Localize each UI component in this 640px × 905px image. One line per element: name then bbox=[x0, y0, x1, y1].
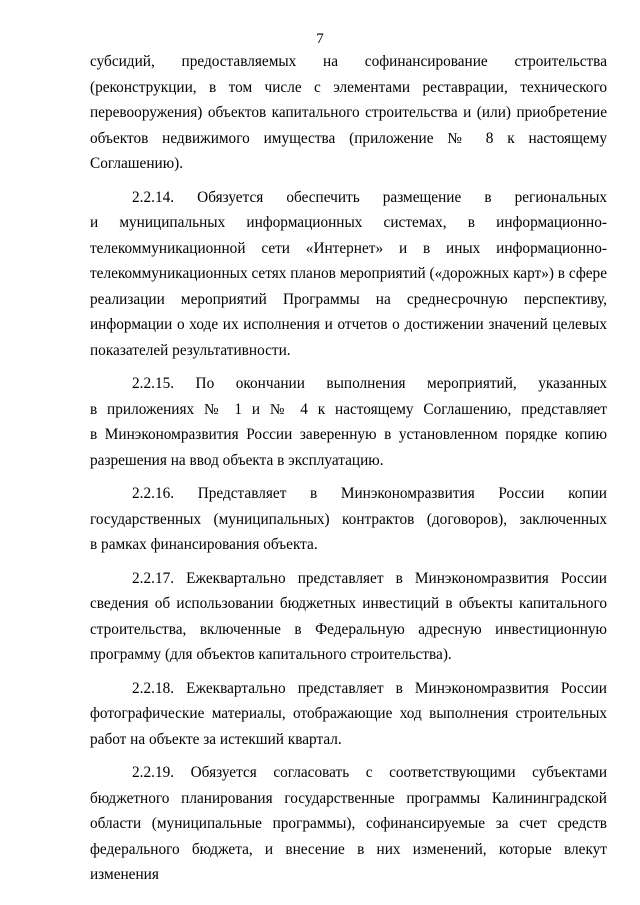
text-line: 2.2.15. По окончании выполнения мероприятий, указанных bbox=[132, 375, 607, 392]
text-line: 2.2.19. Обязуется согласовать с соответствующими субъектами bbox=[132, 764, 607, 781]
text-line: бюджетного планирования государственные программы Калининградской bbox=[90, 789, 607, 807]
text-line: Соглашению). bbox=[90, 155, 184, 172]
document-body bbox=[90, 49, 607, 888]
text-line: программу (для объектов капитального строительства). bbox=[90, 646, 452, 663]
text-line: информации о ходе их исполнения и отчетов о достижении значений целевых bbox=[90, 316, 607, 333]
text-line: субсидий, предоставляемых на софинансирование строительства bbox=[90, 53, 607, 70]
text-line: и муниципальных информационных системах, в информационно- bbox=[90, 214, 607, 231]
text-line: реализации мероприятий Программы на среднесрочную перспективу, bbox=[90, 290, 607, 308]
text-line: (реконструкции, в том числе с элементами реставрации, технического bbox=[90, 78, 607, 96]
text-line: объектов недвижимого имущества (приложение № 8 к настоящему bbox=[90, 129, 607, 147]
text-line: федерального бюджета, и внесение в них изменений, которые влекут изменения bbox=[90, 840, 607, 883]
paragraph-2-2-19 bbox=[90, 760, 607, 888]
paragraph-2-2-14 bbox=[90, 185, 607, 364]
paragraph-2-2-15 bbox=[90, 371, 607, 473]
paragraph-2-2-18 bbox=[90, 676, 607, 753]
page-number: 7 bbox=[316, 31, 324, 47]
text-line: в рамках финансирования объекта. bbox=[90, 536, 318, 553]
text-line: телекоммуникационной сети «Интернет» и в иных информационно- bbox=[90, 239, 607, 257]
text-line: фотографические материалы, отображающие ход выполнения строительных bbox=[90, 705, 607, 722]
paragraph-2-2-16 bbox=[90, 481, 607, 558]
paragraph-2-2-17 bbox=[90, 566, 607, 668]
text-line: работ на объекте за истекший квартал. bbox=[90, 730, 342, 748]
text-line: 2.2.14. Обязуется обеспечить размещение в региональных bbox=[132, 188, 607, 206]
text-line: 2.2.16. Представляет в Минэкономразвития России копии bbox=[132, 485, 607, 502]
paragraph-continuation bbox=[90, 49, 607, 177]
text-line: области (муниципальные программы), софинансируемые за счет средств bbox=[90, 815, 607, 832]
text-line: телекоммуникационных сетях планов мероприятий («дорожных карт») в сфере bbox=[90, 265, 607, 282]
text-line: сведения об использовании бюджетных инвестиций в объекты капитального bbox=[90, 595, 607, 612]
text-line: показателей результативности. bbox=[90, 341, 291, 359]
text-line: в приложениях № 1 и № 4 к настоящему Соглашению, представляет bbox=[90, 400, 607, 418]
text-line: разрешения на ввод объекта в эксплуатацию. bbox=[90, 451, 384, 469]
text-line: 2.2.18. Ежеквартально представляет в Минэкономразвития России bbox=[132, 679, 607, 697]
text-line: 2.2.17. Ежеквартально представляет в Минэкономразвития России bbox=[132, 569, 607, 587]
text-line: перевооружения) объектов капитального строительства и (или) приобретение bbox=[90, 104, 607, 121]
text-line: строительства, включенные в Федеральную адресную инвестиционную bbox=[90, 620, 607, 638]
text-line: в Минэкономразвития России заверенную в установленном порядке копию bbox=[90, 426, 607, 443]
text-line: государственных (муниципальных) контрактов (договоров), заключенных bbox=[90, 510, 607, 528]
